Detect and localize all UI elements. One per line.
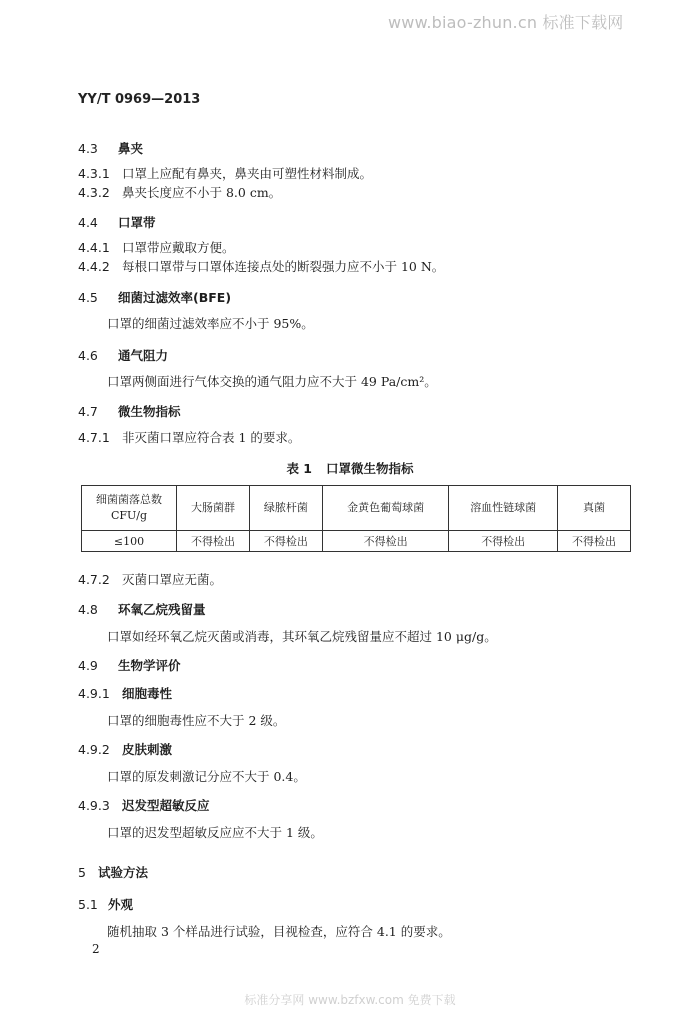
section-heading-5	[78, 863, 148, 881]
section-title: 试验方法	[98, 865, 149, 880]
clause-text: 鼻夹长度应不小于 8.0 cm。	[122, 185, 282, 200]
section-heading-4-7	[78, 402, 181, 420]
clause-number: 4.3.1	[78, 166, 110, 181]
section-number: 4.7	[78, 404, 98, 419]
clause-text: 口罩上应配有鼻夹，鼻夹由可塑性材料制成。	[122, 166, 373, 181]
section-heading-4-3	[78, 139, 143, 157]
section-heading-4-9-3	[78, 796, 210, 814]
header-line: CFU/g	[110, 509, 148, 522]
clause-4-3-1	[78, 164, 372, 182]
paragraph-4-5: 口罩的细菌过滤效率应不小于 95%。	[107, 316, 314, 331]
table-header-row	[82, 486, 631, 531]
table-header-cell: 金黄色葡萄球菌	[322, 486, 448, 531]
clause-4-7-2	[78, 570, 222, 588]
table-caption	[0, 459, 700, 477]
section-title: 皮肤刺激	[122, 742, 173, 757]
section-title: 口罩带	[118, 215, 156, 230]
section-title: 鼻夹	[118, 141, 144, 156]
table-cell: 不得检出	[558, 531, 631, 552]
section-heading-4-9-2	[78, 740, 172, 758]
section-number: 4.9	[78, 658, 98, 673]
table-cell: 不得检出	[449, 531, 558, 552]
table-title: 口罩微生物指标	[326, 461, 414, 476]
section-heading-4-5	[78, 288, 231, 306]
section-heading-4-9	[78, 656, 181, 674]
clause-text: 非灭菌口罩应符合表 1 的要求。	[122, 430, 301, 445]
clause-4-4-1	[78, 238, 235, 256]
section-heading-4-4	[78, 213, 156, 231]
header-line: 细菌菌落总数	[96, 493, 162, 506]
section-heading-4-9-1	[78, 684, 172, 702]
paragraph-4-6: 口罩两侧面进行气体交换的通气阻力应不大于 49 Pa/cm²。	[107, 374, 437, 389]
table-header-cell: 绿脓杆菌	[249, 486, 322, 531]
section-number: 4.5	[78, 290, 98, 305]
clause-4-4-2	[78, 257, 444, 275]
section-number: 5.1	[78, 897, 98, 912]
section-title: 环氧乙烷残留量	[118, 602, 206, 617]
section-number: 4.9.2	[78, 742, 110, 757]
paragraph-4-9-2: 口罩的原发刺激记分应不大于 0.4。	[107, 769, 306, 784]
section-title: 生物学评价	[118, 658, 181, 673]
clause-text: 每根口罩带与口罩体连接点处的断裂强力应不小于 10 N。	[122, 259, 445, 274]
section-heading-4-8	[78, 600, 206, 618]
table-number: 表 1	[286, 461, 313, 476]
section-title: 迟发型超敏反应	[122, 798, 210, 813]
section-number: 4.3	[78, 141, 98, 156]
section-number: 4.4	[78, 215, 98, 230]
clause-4-7-1	[78, 428, 300, 446]
table-cell: 不得检出	[249, 531, 322, 552]
paragraph-4-9-3: 口罩的迟发型超敏反应应不大于 1 级。	[107, 825, 323, 840]
section-title: 细胞毒性	[122, 686, 173, 701]
table-header-cell	[82, 486, 177, 531]
microbial-index-table	[81, 485, 631, 552]
clause-4-3-2	[78, 183, 281, 201]
clause-number: 4.3.2	[78, 185, 110, 200]
table-cell: 不得检出	[177, 531, 250, 552]
section-number: 4.9.3	[78, 798, 110, 813]
clause-number: 4.4.1	[78, 240, 110, 255]
paragraph-5-1: 随机抽取 3 个样品进行试验，目视检查，应符合 4.1 的要求。	[107, 924, 451, 939]
section-heading-4-6	[78, 346, 168, 364]
section-number: 4.6	[78, 348, 98, 363]
paragraph-4-9-1: 口罩的细胞毒性应不大于 2 级。	[107, 713, 286, 728]
table-cell: ≤100	[82, 531, 177, 552]
section-heading-5-1	[78, 895, 133, 913]
section-title: 通气阻力	[118, 348, 169, 363]
clause-text: 灭菌口罩应无菌。	[122, 572, 223, 587]
paragraph-4-8: 口罩如经环氧乙烷灭菌或消毒，其环氧乙烷残留量应不超过 10 μg/g。	[107, 629, 497, 644]
section-number: 5	[78, 865, 86, 880]
watermark-top: www.biao-zhun.cn 标准下载网	[388, 13, 624, 32]
section-number: 4.8	[78, 602, 98, 617]
table-header-cell: 真菌	[558, 486, 631, 531]
table-row	[82, 531, 631, 552]
table-header-cell: 溶血性链球菌	[449, 486, 558, 531]
page-number: 2	[92, 942, 100, 956]
table-header-cell: 大肠菌群	[177, 486, 250, 531]
table-cell: 不得检出	[322, 531, 448, 552]
clause-number: 4.7.2	[78, 572, 110, 587]
clause-number: 4.4.2	[78, 259, 110, 274]
clause-number: 4.7.1	[78, 430, 110, 445]
section-number: 4.9.1	[78, 686, 110, 701]
section-title: 外观	[108, 897, 134, 912]
clause-text: 口罩带应戴取方便。	[122, 240, 235, 255]
document-id: YY/T 0969—2013	[78, 92, 201, 107]
section-title: 细菌过滤效率(BFE)	[118, 290, 232, 305]
watermark-bottom: 标准分享网 www.bzfxw.com 免费下载	[244, 993, 456, 1007]
section-title: 微生物指标	[118, 404, 181, 419]
